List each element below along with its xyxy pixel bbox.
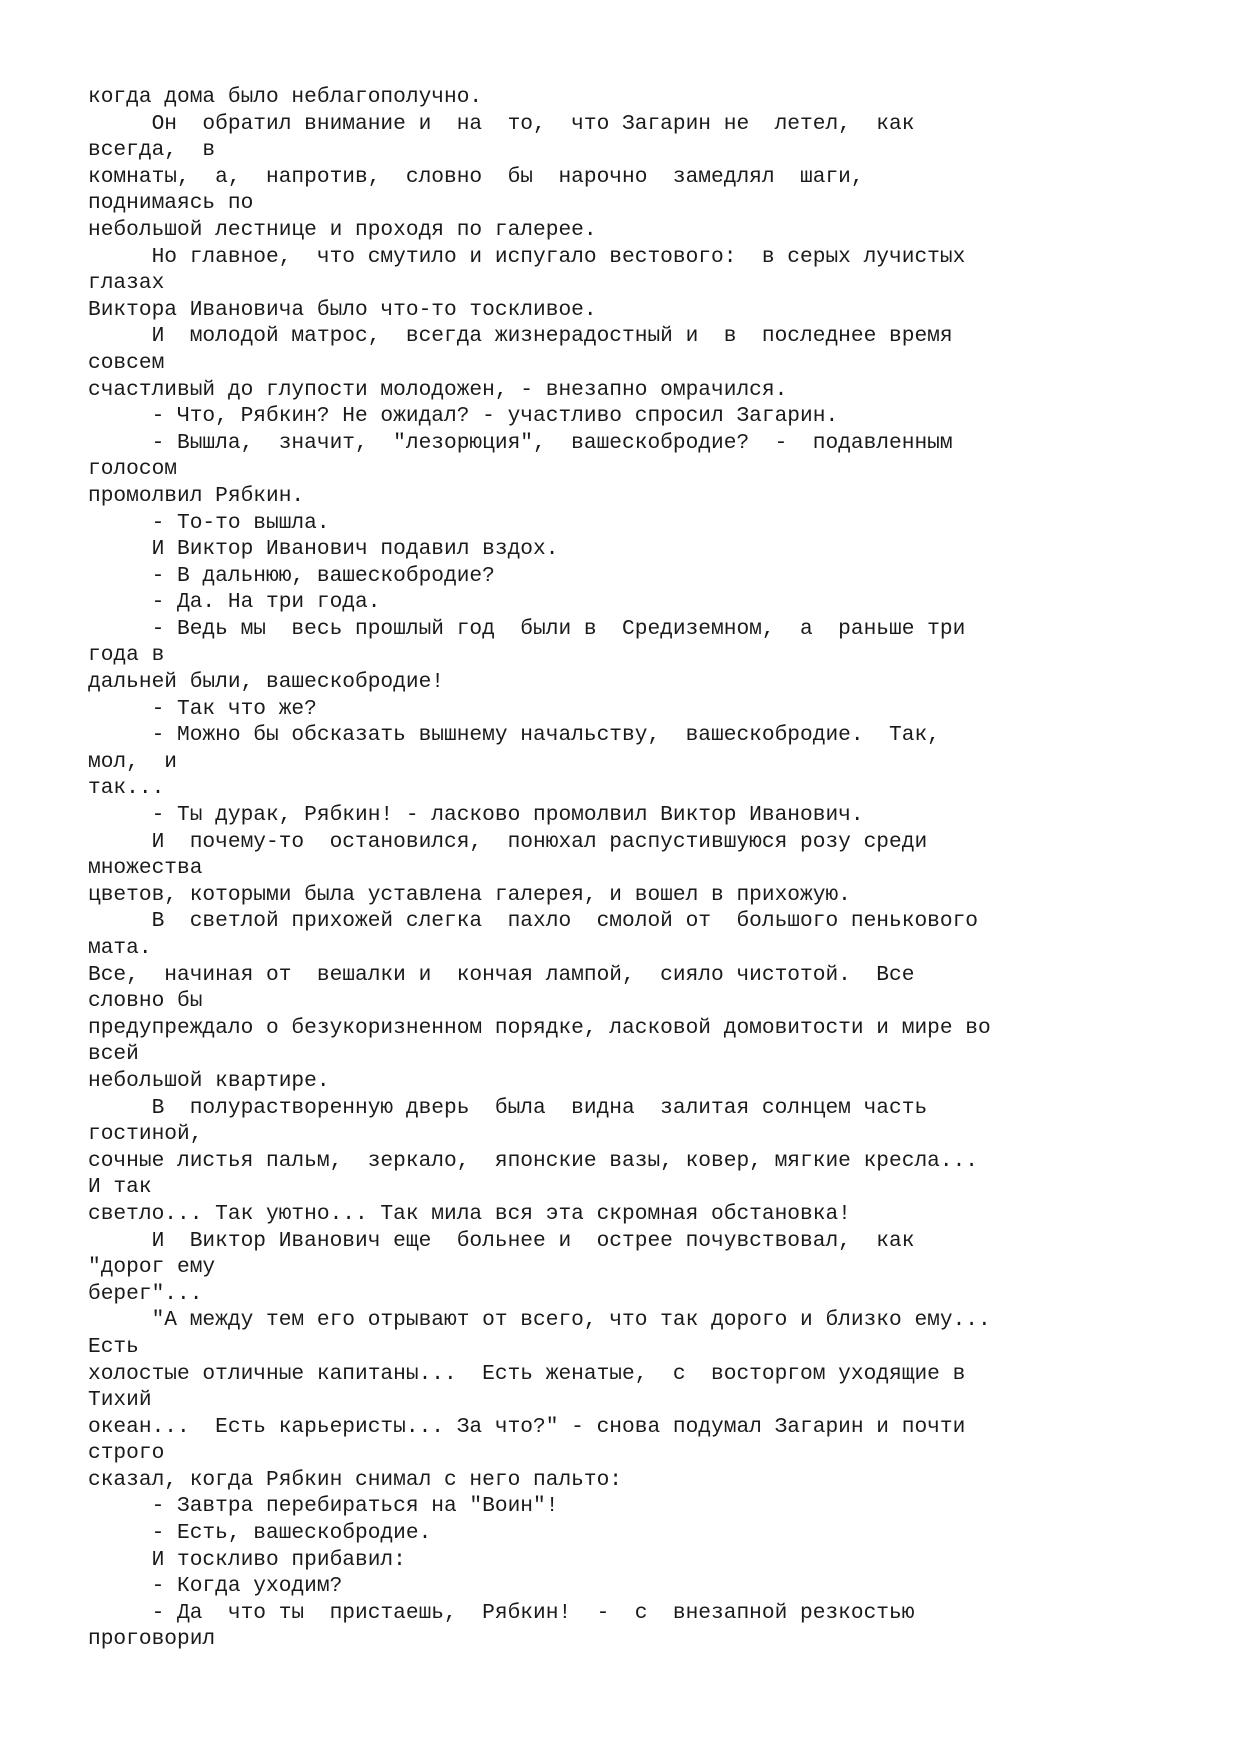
text-line: океан... Есть карьеристы... За что?" - снова подумал Загарин и почти	[88, 1414, 966, 1439]
text-line: - Ты дурак, Рябкин! - ласково промолвил Виктор Иванович.	[88, 803, 864, 828]
text-line: небольшой лестнице и проходя по галерее.	[88, 217, 597, 242]
text-line: Тихий	[88, 1388, 152, 1413]
text-line: цветов, которыми была уставлена галерея, и вошел в прихожую.	[88, 882, 851, 907]
text-line: - Вышла, значит, "лезорюция", вашескобродие? - подавленным	[88, 430, 953, 455]
text-line: дальней были, вашескобродие!	[88, 670, 445, 695]
text-line: всегда, в	[88, 138, 216, 163]
text-line: "А между тем его отрывают от всего, что так дорого и близко ему...	[88, 1308, 991, 1333]
text-line: - Так что же?	[88, 696, 317, 721]
text-line: проговорил	[88, 1627, 216, 1652]
text-line: так...	[88, 776, 165, 801]
text-line: - То-то вышла.	[88, 510, 330, 535]
text-line: И почему-то остановился, понюхал распустившуюся розу среди	[88, 829, 928, 854]
text-line: В светлой прихожей слегка пахло смолой от большого пенькового	[88, 909, 979, 934]
text-line: строго	[88, 1441, 165, 1466]
text-line: И молодой матрос, всегда жизнерадостный и в последнее время	[88, 324, 953, 349]
text-line: небольшой квартире.	[88, 1068, 330, 1093]
text-line: счастливый до глупости молодожен, - внезапно омрачился.	[88, 377, 788, 402]
text-line: - В дальнюю, вашескобродие?	[88, 563, 495, 588]
text-line: комнаты, а, напротив, словно бы нарочно замедлял шаги,	[88, 164, 864, 189]
text-line: голосом	[88, 457, 178, 482]
text-line: промолвил Рябкин.	[88, 483, 305, 508]
text-line: множества	[88, 856, 203, 881]
text-line: Он обратил внимание и на то, что Загарин не летел, как	[88, 111, 915, 136]
text-line: мата.	[88, 936, 152, 960]
text-line: холостые отличные капитаны... Есть женатые, с восторгом уходящие в	[88, 1361, 966, 1386]
text-line: - Что, Рябкин? Не ожидал? - участливо спросил Загарин.	[88, 404, 839, 429]
text-line: гостиной,	[88, 1122, 203, 1147]
text-line: словно бы	[88, 989, 203, 1014]
text-line: - Можно бы обсказать вышнему начальству, вашескобродие. Так,	[88, 723, 940, 748]
text-body	[88, 84, 1198, 1653]
text-line: - Да. На три года.	[88, 590, 381, 615]
text-line: года в	[88, 643, 165, 668]
text-line: - Завтра перебираться на "Воин"!	[88, 1494, 559, 1519]
text-line: Виктора Ивановича было что-то тоскливое.	[88, 297, 597, 322]
text-line: Есть	[88, 1334, 139, 1359]
text-line: - Да что ты пристаешь, Рябкин! - с внезапной резкостью	[88, 1600, 915, 1625]
text-line: сказал, когда Рябкин снимал с него пальто:	[88, 1467, 623, 1492]
text-line: - Когда уходим?	[88, 1574, 343, 1599]
text-line: мол, и	[88, 749, 178, 774]
text-line: поднимаясь по	[88, 191, 254, 216]
text-line: И тоскливо прибавил:	[88, 1547, 406, 1572]
text-line: - Ведь мы весь прошлый год были в Средиземном, а раньше три	[88, 616, 966, 641]
text-line: Все, начиная от вешалки и кончая лампой, сияло чистотой. Все	[88, 962, 915, 987]
text-line: - Есть, вашескобродие.	[88, 1521, 432, 1546]
text-line: И Виктор Иванович подавил вздох.	[88, 537, 559, 562]
text-line: предупреждало о безукоризненном порядке, ласковой домовитости и мире во	[88, 1015, 991, 1040]
text-line: сочные листья пальм, зеркало, японские вазы, ковер, мягкие кресла...	[88, 1148, 979, 1173]
text-line: Но главное, что смутило и испугало вестового: в серых лучистых	[88, 244, 966, 269]
text-line: И так	[88, 1175, 152, 1200]
text-line: В полурастворенную дверь была видна залитая солнцем часть	[88, 1095, 928, 1120]
text-line: всей	[88, 1042, 139, 1067]
text-line: "дорог ему	[88, 1255, 216, 1280]
text-line: совсем	[88, 350, 165, 375]
text-line: глазах	[88, 271, 165, 296]
text-line: И Виктор Иванович еще больнее и острее почувствовал, как	[88, 1228, 915, 1253]
text-line: когда дома было неблагополучно.	[88, 85, 483, 109]
text-line: светло... Так уютно... Так мила вся эта скромная обстановка!	[88, 1201, 851, 1226]
text-line: берег"...	[88, 1281, 203, 1306]
